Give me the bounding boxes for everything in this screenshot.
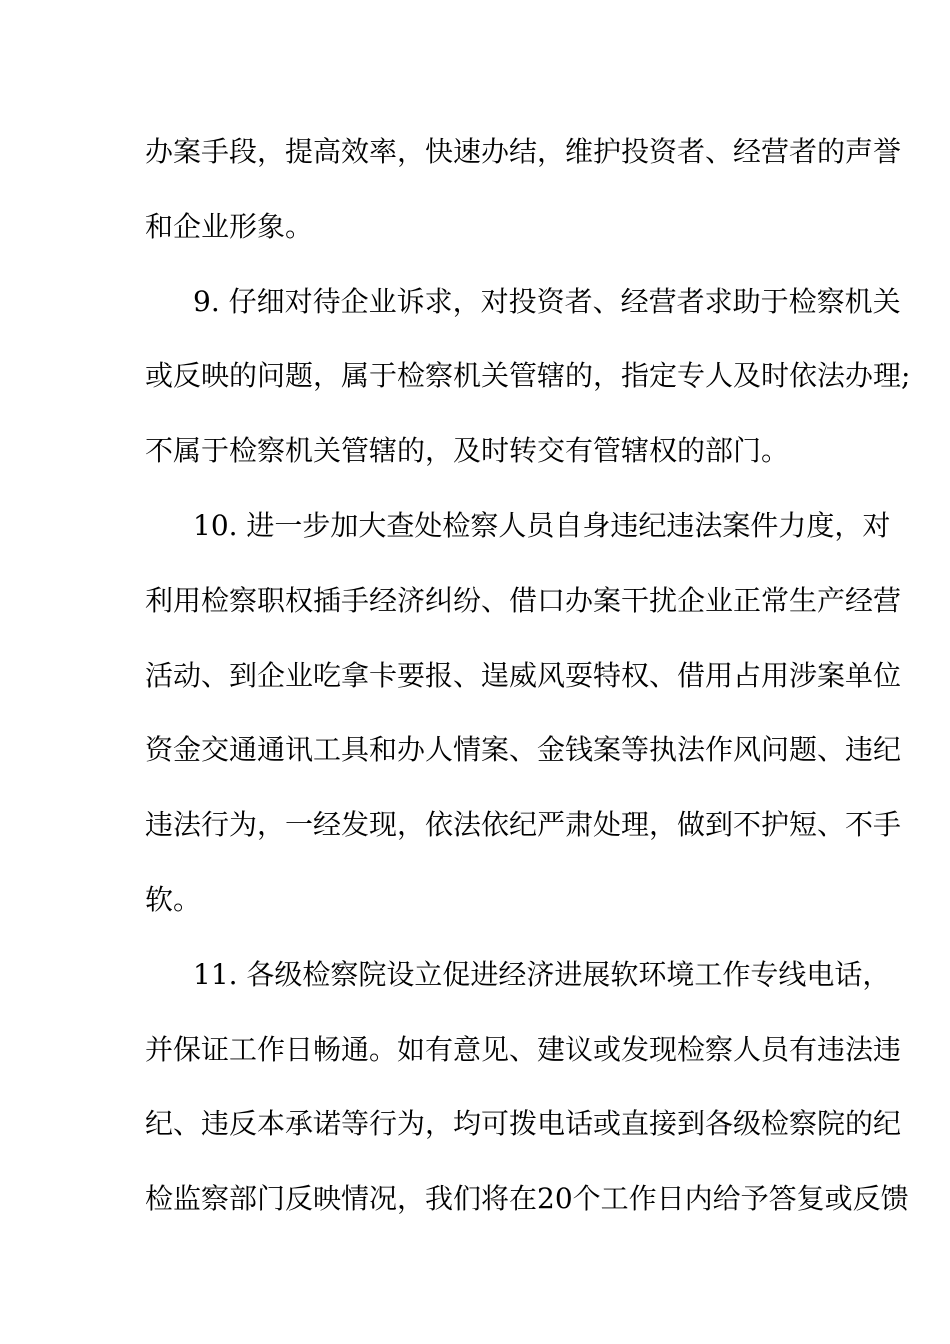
paragraph-9-line-3: 不属于检察机关管辖的，及时转交有管辖权的部门。 [145, 434, 790, 467]
paragraph-11-line-2: 并保证工作日畅通。如有意见、建议或发现检察人员有违法违 [145, 1033, 902, 1066]
paragraph-10-line-3: 活动、到企业吃拿卡要报、逞威风耍特权、借用占用涉案单位 [145, 659, 902, 692]
paragraph-10-line-1: 10. 进一步加大查处检察人员自身违纪违法案件力度，对 [193, 509, 891, 542]
paragraph-10-line-6: 软。 [145, 883, 202, 916]
paragraph-10-line-4: 资金交通通讯工具和办人情案、金钱案等执法作风问题、违纪 [145, 733, 902, 766]
text-line-1: 办案手段，提高效率，快速办结，维护投资者、经营者的声誉 [145, 135, 902, 168]
paragraph-9-line-1: 9. 仔细对待企业诉求，对投资者、经营者求助于检察机关 [193, 285, 901, 318]
text-line-2: 和企业形象。 [145, 210, 314, 243]
paragraph-10-line-5: 违法行为，一经发现，依法依纪严肃处理，做到不护短、不手 [145, 808, 902, 841]
paragraph-10-line-2: 利用检察职权插手经济纠纷、借口办案干扰企业正常生产经营 [145, 584, 902, 617]
paragraph-11-line-3: 纪、违反本承诺等行为，均可拨电话或直接到各级检察院的纪 [145, 1107, 902, 1140]
paragraph-11-line-4: 检监察部门反映情况，我们将在20个工作日内给予答复或反馈 [145, 1182, 909, 1215]
paragraph-11-line-1: 11. 各级检察院设立促进经济进展软环境工作专线电话， [193, 958, 891, 991]
paragraph-9-line-2: 或反映的问题，属于检察机关管辖的，指定专人及时依法办理; [145, 359, 911, 392]
